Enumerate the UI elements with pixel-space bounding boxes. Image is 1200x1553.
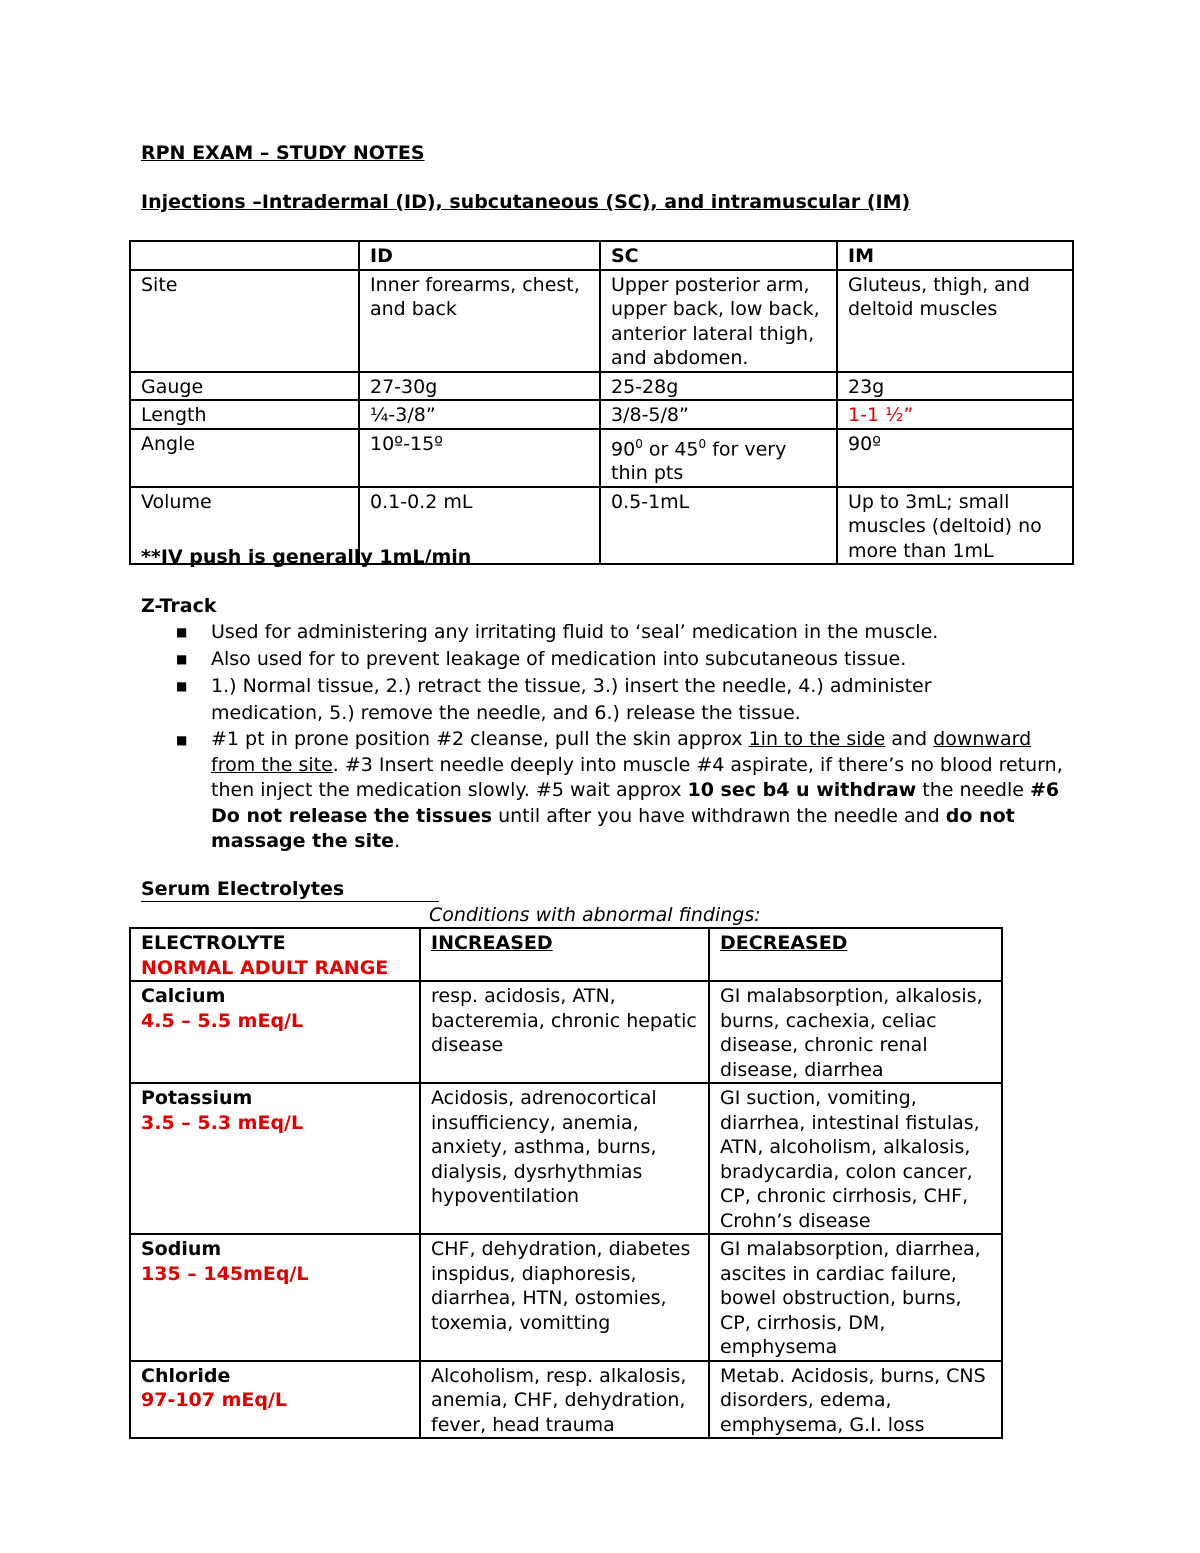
cell-sc: 3/8-5/8” [600,400,837,429]
header-cell-sc: SC [600,241,837,270]
cell-im: 1-1 ½” [837,400,1073,429]
cell-id: 0.1-0.2 mL [359,487,600,565]
cell-im: Up to 3mL; small muscles (deltoid) no more than 1mL [837,487,1073,565]
cell-id: ¼-3/8” [359,400,600,429]
electrolytes-heading: Serum Electrolytes [141,878,439,902]
decreased-cell: Metab. Acidosis, burns, CNS disorders, edema, emphysema, G.I. loss [709,1361,1002,1439]
cell-sc: Upper posterior arm, upper back, low back, anterior lateral thigh, and abdomen. [600,270,837,372]
increased-cell: Alcoholism, resp. alkalosis, anemia, CHF, dehydration, fever, head trauma [420,1361,709,1439]
bullet-icon: ■ [176,733,188,747]
table-header-row [130,241,1073,270]
row-label: Gauge [130,372,359,401]
table-row [130,1083,1002,1234]
table-header-row [130,928,1002,981]
decreased-cell: GI malabsorption, diarrhea, ascites in cardiac failure, bowel obstruction, burns, CP, cirrhosis, DM, emphysema [709,1234,1002,1361]
cell-sc: 0.5-1mL [600,487,837,565]
row-label: Angle [130,429,359,487]
electrolyte-cell: Potassium 3.5 – 5.3 mEq/L [130,1083,420,1234]
header-cell-electrolyte: ELECTROLYTE NORMAL ADULT RANGE [130,928,420,981]
bullet-icon: ■ [176,679,188,693]
table-row [130,429,1073,487]
electrolyte-cell: Chloride 97-107 mEq/L [130,1361,420,1439]
cell-sc: 25-28g [600,372,837,401]
electrolyte-cell: Calcium 4.5 – 5.5 mEq/L [130,981,420,1083]
header-cell-decreased: DECREASED [709,928,1002,981]
cell-id: 10º-15º [359,429,600,487]
decreased-cell: GI malabsorption, alkalosis, burns, cachexia, celiac disease, chronic renal disease, diarrhea [709,981,1002,1083]
row-label: Length [130,400,359,429]
doc-title: RPN EXAM – STUDY NOTES [141,142,425,164]
cell-id: Inner forearms, chest, and back [359,270,600,372]
ztrack-heading: Z-Track [141,595,217,617]
injections-table [129,240,1074,565]
table-row [130,1234,1002,1361]
increased-cell: Acidosis, adrenocortical insufficiency, anemia, anxiety, asthma, burns, dialysis, dysrhythmias hypoventilation [420,1083,709,1234]
table-row [130,981,1002,1083]
table-row [130,1361,1002,1439]
increased-cell: CHF, dehydration, diabetes inspidus, diaphoresis, diarrhea, HTN, ostomies, toxemia, vomitting [420,1234,709,1361]
table-row [130,270,1073,372]
bullet-icon: ■ [176,652,188,666]
header-cell-increased: INCREASED [420,928,709,981]
conditions-caption: Conditions with abnormal findings: [429,904,761,926]
bullet-icon: ■ [176,625,188,639]
table-row [130,372,1073,401]
cell-id: 27-30g [359,372,600,401]
ztrack-bullet: 1.) Normal tissue, 2.) retract the tissue, 3.) insert the needle, 4.) administer medication, 5.) remove the needle, and 6.) release the tissue. [211,675,932,724]
cell-im: Gluteus, thigh, and deltoid muscles [837,270,1073,372]
increased-cell: resp. acidosis, ATN, bacteremia, chronic hepatic disease [420,981,709,1083]
ztrack-bullet: #1 pt in prone position #2 cleanse, pull the skin approx 1in to the side and downward from the site. #3 Insert needle deeply into muscle #4 aspirate, if there’s no blood return, then inject the medication slowly. #5 wait approx 10 sec b4 u withdraw the needle #6 Do not release the tissues until after you have withdrawn the needle and do not massage the site. [211,728,1063,852]
header-cell-id: ID [359,241,600,270]
row-label: Site [130,270,359,372]
row-label: Volume [130,487,359,565]
ztrack-bullet: Used for administering any irritating fluid to ‘seal’ medication in the muscle. [211,621,939,643]
electrolytes-table [129,927,1003,1439]
cell-im: 90º [837,429,1073,487]
electrolyte-cell: Sodium 135 – 145mEq/L [130,1234,420,1361]
table-row [130,400,1073,429]
iv-push-note: **IV push is generally 1mL/min [141,546,472,568]
cell-im: 23g [837,372,1073,401]
ztrack-bullet: Also used for to prevent leakage of medication into subcutaneous tissue. [211,648,907,670]
injections-heading: Injections –Intradermal (ID), subcutaneous (SC), and intramuscular (IM) [141,191,911,213]
cell-sc: $90^0$ or $45^0$ for very thin pts [600,429,837,487]
decreased-cell: GI suction, vomiting, diarrhea, intestinal fistulas, ATN, alcoholism, alkalosis, bradycardia, colon cancer, CP, chronic cirrhosis, CHF, Crohn’s disease [709,1083,1002,1234]
header-cell-empty [130,241,359,270]
header-cell-im: IM [837,241,1073,270]
